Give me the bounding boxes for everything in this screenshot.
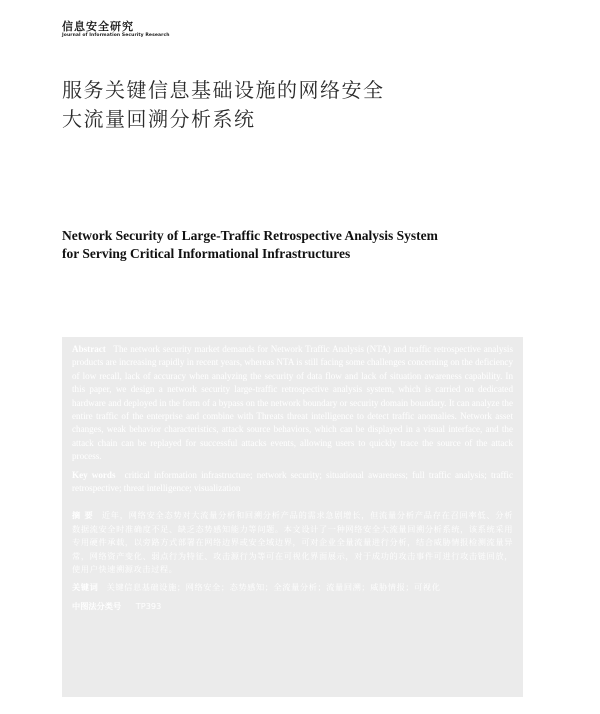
- chinese-title-line-1: 服务关键信息基础设施的网络安全: [62, 78, 385, 102]
- english-title-line-2: for Serving Critical Informational Infrastructures: [62, 246, 351, 261]
- keywords-cn-text: 关键信息基础设施；网络安全；态势感知；全流量分析；流量回溯；威胁情报；可视化: [106, 581, 441, 592]
- english-title-line-1: Network Security of Large-Traffic Retrospective Analysis System: [62, 228, 438, 243]
- keywords-en-text: critical information infrastructure; network security; situational awareness; full traffic analysis; traffic retrospective; threat intelligence; visualization: [72, 469, 513, 494]
- classification-number: [72, 600, 513, 614]
- journal-masthead: [62, 20, 170, 39]
- keywords-en: [72, 469, 513, 496]
- abstract-en: [72, 343, 513, 464]
- keywords-en-label: Key words: [72, 469, 116, 480]
- journal-name-en: Journal of Information Security Research: [62, 33, 170, 38]
- classification-value: TP393: [135, 601, 162, 612]
- classification-label: 中图法分类号: [72, 601, 122, 612]
- abstract-cn-text: 近年，网络安全态势对大流量分析和回溯分析产品的需求急剧增长，但流量分析产品存在召回率低、分析数据流安全时准确度不足、缺乏态势感知能力等问题。本文设计了一种网络安全大流量回溯分析系统，该系统采用专用硬件承载，以旁路方式部署在网络边界或安全域边界，可对企业全量流量进行分析，结合威胁情报检测流量异常，网络资产变化、弱点行为特征、攻击源行为等可在可视化界面展示，对于成功的攻击事件可进行攻击链回放，使用户快速溯源攻击过程。: [72, 510, 514, 575]
- keywords-cn: [72, 581, 513, 595]
- chinese-title: [62, 76, 385, 134]
- english-title: [62, 227, 438, 263]
- abstract-box: [62, 337, 523, 697]
- abstract-cn-label: 摘 要: [72, 510, 94, 521]
- keywords-cn-label: 关键词: [72, 581, 99, 592]
- journal-name-cn: 信息安全研究: [62, 20, 134, 33]
- abstract-cn: [72, 509, 513, 577]
- abstract-en-label: Abstract: [72, 344, 106, 354]
- chinese-title-line-2: 大流量回溯分析系统: [62, 107, 256, 131]
- abstract-en-text: The network security market demands for Network Traffic Analysis (NTA) and traffic retrospective analysis products are increasing rapidly in recent years, whereas NTA is still facing some challenges concerning on the deficiency of low recall, lack of accuracy when analyzing the security of data flow and lack of situation awareness capability. In this paper, we design a network security large-traffic retrospective analysis system, which is carried on dedicated hardware and deployed in the form of a bypass on the network boundary or security domain boundary. It can analyze the entire traffic of the enterprise and combine with Threats threat intelligence to detect traffic anomalies. Network asset changes, weak behavior characteristics, attack source behaviors, which can be displayed in a visual interface, and the attack chain can be replayed for successful attacks events, allowing users to quickly trace the source of the attack process.: [72, 344, 513, 462]
